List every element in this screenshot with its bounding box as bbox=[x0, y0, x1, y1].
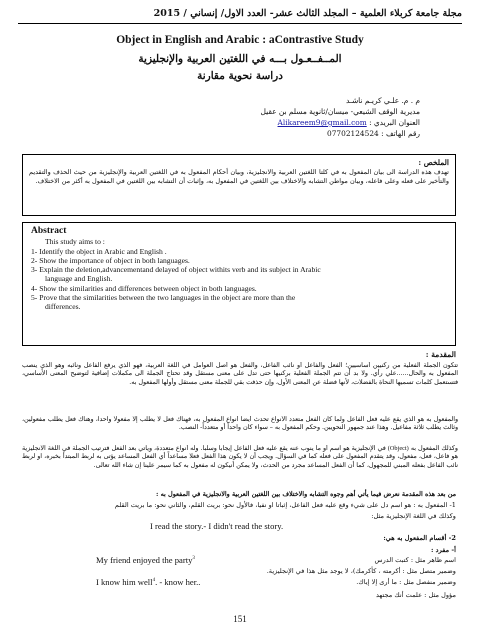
attached-pronoun-example: وضمير متصل مثل : أكرمته ، كأكرمك)، لا يوجد مثل هذا في الإنجليزية. bbox=[266, 567, 456, 575]
intro-p3-body: في الإنجليزية هو اسم أو ما ينوب عنه يقع عليه فعل الفاعل إيجابا وسلبا. وله أنواع متعددة، ويأتي بعد الفعل فترتيب الجملة في اللغة الانجليزية هو فاعل، فعل، مفعول، وقد يتقدم المفعول على فعله كما في السؤال. ويجب أن لا يكون هذا الفعل فعلا مساعداً أي الفعل المساعد يؤتى به لربط المبتدأ بخبره، او لربط نائب الفاعل بفعله المبني للمجهول، كما أن الفعل المساعد مجرد من الحدث، ولا يمكن أنيكون له مفعول به كما سيمر علينا إن شاء الله تعالى. bbox=[22, 445, 458, 469]
phone-label: رقم الهاتف : bbox=[381, 129, 420, 138]
page-number: 151 bbox=[233, 614, 247, 624]
object-term: (Object) bbox=[387, 445, 409, 452]
abstract-item-continued: differences. bbox=[45, 302, 81, 312]
object-types-heading: 2- أقسام المفعول به هي: bbox=[383, 534, 456, 542]
english-equivalent-note: وكذلك في اللغة الإنجليزية مثل: bbox=[371, 512, 456, 520]
detached-pronoun-example: وضمير منفصل مثل : ما أرى إلا إياك. bbox=[356, 578, 456, 586]
interpreted-noun-example: مؤول مثل : علمت أنك مجتهد bbox=[375, 591, 456, 599]
abstract-intro: This study aims to : bbox=[45, 237, 105, 247]
header-rule bbox=[18, 23, 462, 24]
title-arabic-line-1: المــفــعـول بـــه في اللغتين العربية والإنجليزية bbox=[138, 53, 342, 65]
example-sentence-3 bbox=[96, 577, 200, 587]
example-2-text: My friend enjoyed the party bbox=[96, 555, 193, 565]
title-arabic-line-2: دراسة نحوية مقارنة bbox=[197, 70, 283, 82]
abstract-item-continued: language and English. bbox=[45, 274, 113, 284]
footnote-3: 3 bbox=[192, 556, 195, 562]
email-label: العنوان البريدي : bbox=[369, 118, 420, 127]
intro-paragraph-1: تتكون الجملة الفعلية من ركنيين أساسيين؛ الفعل والفاعل أو نائب الفاعل، والفعل هو أصل العوامل في اللغة العربية، فهو الذي يرفع الفاعل ونائبه وهو الذي ينصب المفعول به والحال......علي رأي. ولا بد أن تتم الجملة الفعلية بركنيها حتى تدل على معنى مستقل وقد تحتاج الجملة الى مكملات إضافية لتوضيح المعنى الأساسي، فتستعمل كلمات تسميها النحاة بالفضلات، لأنها فضلة عن المعنى الأول، وإن حذفت بقي للجملة معنى مستقل وأولها المفعول به. bbox=[22, 362, 458, 386]
author-phone-row bbox=[100, 128, 420, 139]
example-3-text: I know him well bbox=[96, 577, 153, 587]
author-name: م . م. علـي كريـم ناشـد bbox=[345, 96, 420, 105]
footnote-4: 4 bbox=[152, 578, 156, 584]
arabic-abstract-label: الملخص : bbox=[418, 158, 449, 167]
example-sentence-1: I read the story.- I didn't read the story. bbox=[150, 521, 284, 531]
abstract-item: 3- Explain the deletion,advancementand delayed of object withits verb and its subject in Arabic bbox=[31, 265, 321, 275]
author-affiliation: مديرية الوقف الشيعي- ميسان/ثانوية مسلم بن عقيل bbox=[260, 107, 420, 116]
title-english: Object in English and Arabic : aContrastive Study bbox=[116, 34, 364, 46]
author-email-link[interactable]: Alikareem9@gmail.com bbox=[277, 118, 367, 127]
introduction-heading: المقدمة : bbox=[425, 350, 456, 359]
intro-p3-prefix: وكذلك المفعول به bbox=[410, 445, 458, 452]
abstract-item: 4- Show the similarities and differences between object in both languages. bbox=[31, 283, 257, 293]
explicit-noun-example: اسم ظاهر مثل : كتبت الدرس bbox=[374, 556, 456, 564]
intro-paragraph-3 bbox=[22, 445, 458, 487]
english-abstract-box bbox=[22, 222, 456, 346]
comparison-lead: من بعد هذه المقدمة نعرض فيما يأتي أهم وجوه التشابه والاختلاف بين اللغتين العربية والانجليزية في المفعول به : bbox=[156, 490, 456, 498]
intro-paragraph-2: والمفعول به هو الذي يقع عليه فعل الفاعل ولما كان الفعل متعدد الأنواع تحدث أيضا أنواع المفعول به، فهناك فعل لا يطلب إلا مفعولاً واحداً، وهناك فعل يطلب مفعولين، وثالث يطلب ثلاثة مفاعيل. وهذا عند جمهور النحويين. وحكم المفعول به – سواء كان واحداً أو متعدداً- النصب. bbox=[22, 416, 458, 432]
example-sentence-2 bbox=[96, 555, 195, 565]
singular-heading: أ- مفرد : bbox=[430, 546, 456, 554]
author-block bbox=[100, 95, 420, 139]
arabic-abstract-text: تهدف هذه الدراسة الى بيان المفعول به في كلتا اللغتين العربية والانجليزية، وبيان أحكام المفعول به في اللغتين العربية والإنجليزية من حيث الحذف والتقديم والتأخير على فعله وعلى فاعله، وبيان مواطن التشابه والاختلاف بين اللغتين في المفعول به، وإثبات أن التشابه بين اللغتين في المفعول به أكثر من الاختلاف. bbox=[29, 167, 449, 185]
abstract-title: Abstract bbox=[31, 226, 67, 236]
arabic-abstract-box bbox=[22, 154, 456, 216]
definition-item-1: 1- المفعول به : هو اسم دل على شيء وقع عليه فعل الفاعل، إثباتا او نفيا، فالأول نحو: بريت القلم، والثاني نحو: ما بريت القلم bbox=[114, 501, 456, 509]
abstract-item: 2- Show the importance of object in both languages. bbox=[31, 255, 190, 265]
abstract-item: 5- Prove that the similarities between the two languages in the object are more than the bbox=[31, 293, 296, 303]
abstract-item: 1- Identify the object in Arabic and English . bbox=[31, 246, 167, 256]
author-phone: 07702124524 bbox=[327, 129, 379, 138]
author-email-row bbox=[100, 117, 420, 128]
journal-header: مجلة جامعة كربلاء العلمية – المجلد الثالث عشر- العدد الاول/ إنساني / 2015 bbox=[153, 8, 462, 19]
example-3-tail: . - know her.. bbox=[155, 577, 201, 587]
